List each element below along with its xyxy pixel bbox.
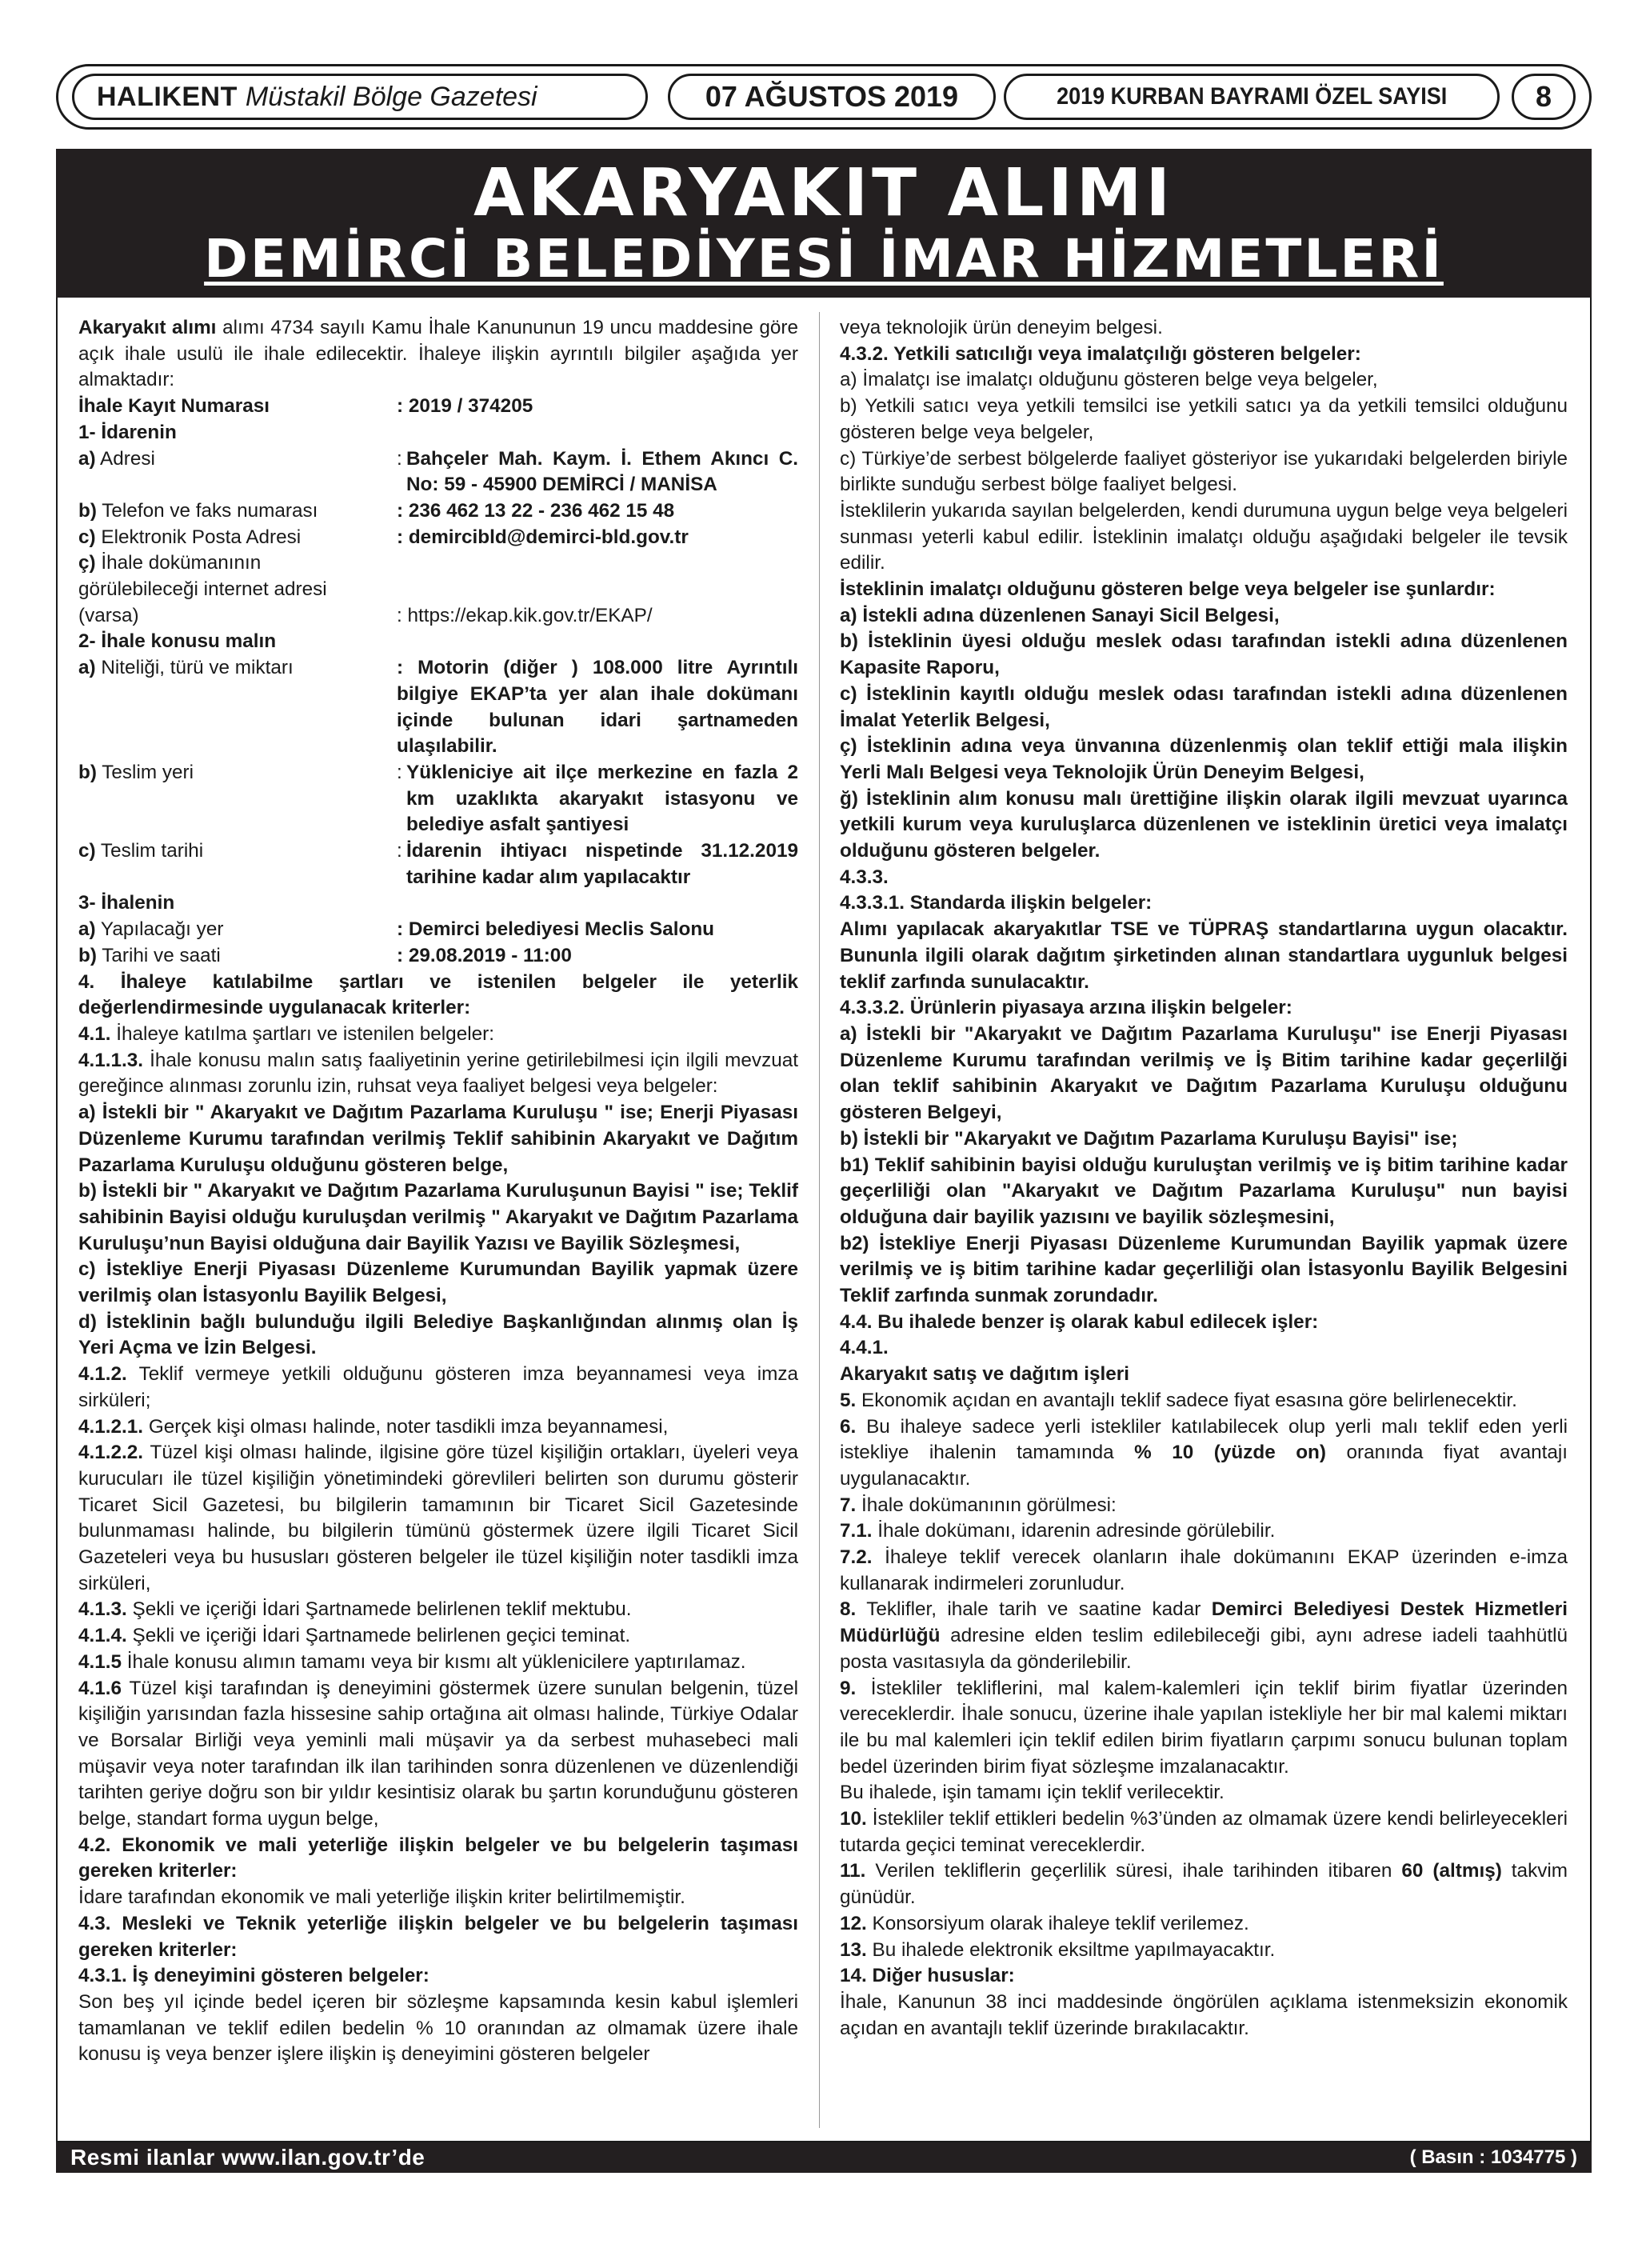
headline-banner [56, 149, 1592, 298]
newspaper-name [72, 74, 648, 120]
paragraph: 7.1. İhale dokümanı, idarenin adresinde görülebilir. [840, 1520, 1276, 1542]
section-heading: 4.3.2. Yetkili satıcılığı veya imalatçılığı gösteren belgeler: [840, 342, 1361, 365]
paragraph: 4.1.2.2. Tüzel kişi olması halinde, ilgisine göre tüzel kişiliğin ortakları, üyeleri veya kurucuları ile tüzel kişiliğin yönetimindeki görevlileri belirten son durumu gösterir Ticaret Sicil Gazetesi, bu bilgilerin tamamının bir Ticaret Sicil Gazetesinde bulunmaması halinde, bu bilgilerin tümünü göstermek üzere ilgili Ticaret Sicil Gazeteleri veya bu hususları gösteren belgeler ile tüzel kişiliğin noter tasdikli imza sirküleri, [78, 1442, 798, 1594]
paragraph: Alımı yapılacak akaryakıtlar TSE ve TÜPRAŞ standartlarına uygun olacaktır. Bununla ilgili olarak dağıtım şirketinden alınan standartlara uygunluk belgesi teklif zarfında sunulacaktır. [840, 918, 1568, 993]
paragraph: ğ) İsteklinin alım konusu malı ürettiğine ilişkin olarak ilgili mevzuat uyarınca yetkili kurum veya kuruluşlarca düzenlenen ve isteklinin üretici veya imalatçı olduğunu gösteren belgeler. [840, 787, 1568, 862]
column-divider [819, 312, 820, 2128]
paragraph: İdare tarafından ekonomik ve mali yeterliğe ilişkin kriter belirtilmemiştir. [78, 1886, 685, 1909]
section-heading: 1- İdarenin [78, 421, 177, 443]
info-row: c) Teslim tarihi : İdarenin ihtiyacı nispetinde 31.12.2019 tarihine kadar alım yapılacaktır [78, 840, 798, 888]
subheadline: DEMİRCİ BELEDİYESİ İMAR HİZMETLERİ [204, 228, 1444, 290]
paragraph: 4.1.2.1. Gerçek kişi olması halinde, noter tasdikli imza beyannamesi, [78, 1415, 669, 1438]
paragraph: 5. Ekonomik açıdan en avantajlı teklif sadece fiyat esasına göre belirlenecektir. [840, 1389, 1517, 1411]
paragraph: b) İstekli bir " Akaryakıt ve Dağıtım Pazarlama Kuruluşunun Bayisi " ise; Teklif sahibinin Bayisi olduğu kuruluşdan verilmiş " Akaryakıt ve Dağıtım Pazarlama Kuruluşu’nun Bayisi olduğuna dair Bayilik Yazısı ve Bayilik Sözleşmesi, [78, 1180, 798, 1254]
info-row: a) Niteliği, türü ve miktarı : Motorin (diğer ) 108.000 litre Ayrıntılı bilgiye EKAP’ta yer alan ihale dokümanı içinde bulunan idari şartnameden ulaşılabilir. [78, 657, 798, 758]
section-heading: 14. Diğer hususlar: [840, 1965, 1015, 1987]
info-row: b) Telefon ve faks numarası : 236 462 13 22 - 236 462 15 48 [78, 499, 675, 522]
paper-title: HALIKENT [97, 81, 238, 112]
section-heading: 4.3.3. [840, 866, 889, 888]
info-row: a) Yapılacağı yer : Demirci belediyesi Meclis Salonu [78, 918, 714, 941]
page-number: 8 [1512, 74, 1576, 120]
paragraph: 12. Konsorsiyum olarak ihaleye teklif verilemez. [840, 1912, 1249, 1934]
section-heading: 4.3. Mesleki ve Teknik yeterliğe ilişkin belgeler ve bu belgelerin taşıması gereken kriterler: [78, 1912, 798, 1961]
paragraph: b2) İstekliye Enerji Piyasası Düzenleme Kurumundan Bayilik yapmak üzere verilmiş ve iş bitim tarihine kadar geçerliliği olan İstasyonlu Bayilik Belgesini Teklif zarfında sunmak zorundadır. [840, 1232, 1568, 1307]
paragraph: 4.1.6 Tüzel kişi tarafından iş deneyimini göstermek üzere sunulan belgenin, tüzel kişiliğin yarısından fazla hissesine sahip ortağına ait olması halinde, Türkiye Odalar ve Borsalar Birliği veya yeminli mali müşavir ya da serbest muhasebeci mali müşavir veya noter tarafından ilk ilan tarihinden sonra düzenlenen ve düzenlendiği tarihten geriye doğru son bir yıldır kesintisiz olarak bu şartın korunduğunu gösteren belge, standart forma uygun belge, [78, 1677, 798, 1830]
paragraph: 9. İstekliler tekliflerini, mal kalem-kalemleri için teklif birim fiyatlar üzerinden vereceklerdir. İhale sonucu, üzerine ihale yapılan istekliyle her bir mal kalemi miktarı ile bu mal kalemleri için teklif edilen birim fiyatların çarpımı sonucu bulunan toplam bedel üzerinden birim fiyat sözleşme imzalanacaktır. [840, 1677, 1568, 1778]
paragraph: İsteklinin imalatçı olduğunu gösteren belge veya belgeler ise şunlardır: [840, 578, 1496, 601]
paragraph: c) Türkiye’de serbest bölgelerde faaliyet gösteriyor ise yukarıdaki belgelerden biriyle birlikte sunduğu serbest bölge faaliyet belgesi. [840, 447, 1568, 496]
footer-ilan-link: Resmi ilanlar www.ilan.gov.tr’de [70, 2145, 425, 2170]
info-row: a) Adresi : Bahçeler Mah. Kaym. İ. Ethem Akıncı C. No: 59 - 45900 DEMİRCİ / MANİSA [78, 447, 798, 496]
paragraph: a) İstekli bir " Akaryakıt ve Dağıtım Pazarlama Kuruluşu " ise; Enerji Piyasası Düzenleme Kurumu tarafından verilmiş Teklif sahibinin Akaryakıt ve Dağıtım Pazarlama Kuruluşu olduğunu gösteren belge, [78, 1102, 798, 1176]
paragraph: b) İsteklinin üyesi olduğu meslek odası tarafından istekli adına düzenlenen Kapasite Raporu, [840, 630, 1568, 679]
info-row: İhale Kayıt Numarası : 2019 / 374205 [78, 395, 533, 418]
section-heading: 2- İhale konusu malın [78, 630, 277, 653]
paragraph: İhale, Kanunun 38 inci maddesinde öngörülen açıklama istenmeksizin ekonomik açıdan en avantajlı teklif üzerinde bırakılacaktır. [840, 1991, 1568, 2039]
section-heading: 3- İhalenin [78, 892, 175, 914]
paragraph: ç) İsteklinin adına veya ünvanına düzenlenmiş olan teklif ettiği mala ilişkin Yerli Malı Belgesi veya Teknolojik Ürün Deneyim Belgesi, [840, 735, 1568, 783]
paragraph: c) İsteklinin kayıtlı olduğu meslek odası tarafından istekli adına düzenlenen İmalat Yeterlik Belgesi, [840, 682, 1568, 731]
special-issue-label: 2019 KURBAN BAYRAMI ÖZEL SAYISI [1004, 74, 1500, 120]
paragraph: b) İstekli bir "Akaryakıt ve Dağıtım Pazarlama Kuruluşu Bayisi" ise; [840, 1127, 1458, 1150]
paragraph: 4.1. İhaleye katılma şartları ve istenilen belgeler: [78, 1022, 494, 1045]
paragraph: 11. Verilen tekliflerin geçerlilik süresi, ihale tarihinden itibaren 60 (altmış) takvim günüdür. [840, 1860, 1568, 1909]
section-heading: 4.4.1. [840, 1337, 889, 1359]
paragraph: 10. İstekliler teklif ettikleri bedelin %3’ünden az olmamak üzere kendi belirleyecekleri tutarda geçici teminat vereceklerdir. [840, 1808, 1568, 1856]
intro-paragraph: Akaryakıt alımı alımı 4734 sayılı Kamu İhale Kanununun 19 uncu maddesine göre açık ihale usulü ile ihale edilecektir. İhaleye ilişkin ayrıntılı bilgiler aşağıda yer almaktadır: [78, 317, 798, 391]
paper-subtitle: Müstakil Bölge Gazetesi [245, 81, 537, 112]
paragraph: a) İmalatçı ise imalatçı olduğunu gösteren belge veya belgeler, [840, 369, 1378, 391]
paragraph: 4.1.5 İhale konusu alımın tamamı veya bir kısmı alt yüklenicilere yaptırılamaz. [78, 1650, 746, 1673]
paragraph: a) İstekli bir "Akaryakıt ve Dağıtım Pazarlama Kuruluşu" ise Enerji Piyasası Düzenleme Kurumu tarafından verilmiş ve İş Bitim tarihine kadar geçerlilği olan teklif sahibinin Akaryakıt ve Dağıtım Pazarlama Kuruluşu olduğunu gösteren Belgeyi, [840, 1022, 1568, 1124]
info-row: c) Elektronik Posta Adresi : demircibld@demirci-bld.gov.tr [78, 526, 689, 548]
press-code: ( Basın : 1034775 ) [1409, 2146, 1577, 2168]
info-row: b) Tarihi ve saati : 29.08.2019 - 11:00 [78, 944, 572, 966]
paragraph: 13. Bu ihalede elektronik eksiltme yapılmayacaktır. [840, 1938, 1276, 1961]
paragraph: b) Yetkili satıcı veya yetkili temsilci ise yetkili satıcı ya da yetkili temsilci olduğunu gösteren belge veya belgeler, [840, 395, 1568, 443]
info-row: b) Teslim yeri : Yükleniciye ait ilçe merkezine en fazla 2 km uzaklıkta akaryakıt istasyonu ve belediye asfalt şantiyesi [78, 761, 798, 836]
paragraph: 4.1.4. Şekli ve içeriği İdari Şartnamede belirlenen geçici teminat. [78, 1625, 631, 1647]
issue-date: 07 AĞUSTOS 2019 [668, 74, 996, 120]
headline: AKARYAKIT ALIMI [473, 155, 1174, 231]
paragraph: 4.1.3. Şekli ve içeriği İdari Şartnamede belirlenen teklif mektubu. [78, 1598, 632, 1621]
paragraph: Bu ihalede, işin tamamı için teklif verilecektir. [840, 1782, 1225, 1804]
paragraph: b1) Teklif sahibinin bayisi olduğu kuruluştan verilmiş ve iş bitim tarihine kadar geçerliliği olan "Akaryakıt ve Dağıtım Pazarlama Kuruluşu" nun bayisi olduğuna dair bayilik yazısını ve bayilik sözleşmesini, [840, 1154, 1568, 1228]
paragraph: veya teknolojik ürün deneyim belgesi. [840, 317, 1163, 338]
paragraph: 7.2. İhaleye teklif verecek olanların ihale dokümanını EKAP üzerinden e-imza kullanarak indirmeleri zorunludur. [840, 1546, 1568, 1594]
paragraph: Son beş yıl içinde bedel içeren bir sözleşme kapsamında kesin kabul işlemleri tamamlanan ve teklif edilen bedelin % 10 oranından az olmamak üzere ihale konusu iş veya benzer işlere ilişkin iş deneyimini gösteren belgeler [78, 1991, 798, 2066]
paragraph: İsteklilerin yukarıda sayılan belgelerden, kendi durumuna uygun belge veya belgeleri sunması yeterli kabul edilir. İsteklinin imalatçı olduğu aşağıdaki belgeler ile tevsik edilir. [840, 499, 1568, 574]
paragraph: 4.1.1.3. İhale konusu malın satış faaliyetinin yerine getirilebilmesi için ilgili mevzuat gereğince alınması zorunlu izin, ruhsat veya faaliyet belgesi veya belgeler: [78, 1049, 798, 1098]
info-row: ç) İhale dokümanının görülebileceği internet adresi (varsa) : https://ekap.kik.gov.tr/EKAP/ [78, 552, 653, 626]
right-column [840, 315, 1568, 2042]
footer-bar [56, 2142, 1592, 2173]
section-heading: 4.4. Bu ihalede benzer iş olarak kabul edilecek işler: [840, 1310, 1319, 1333]
section-heading: Akaryakıt satış ve dağıtım işleri [840, 1363, 1129, 1386]
section-heading: 4.3.1. İş deneyimini gösteren belgeler: [78, 1965, 429, 1987]
paragraph: 6. Bu ihaleye sadece yerli istekliler katılabilecek olup yerli malı teklif eden yerli istekliye ihalenin tamamında % 10 (yüzde on) oranında fiyat avantajı uygulanacaktır. [840, 1415, 1568, 1490]
section-heading: 4.3.3.1. Standarda ilişkin belgeler: [840, 892, 1153, 914]
paragraph: 8. Teklifler, ihale tarih ve saatine kadar Demirci Belediyesi Destek Hizmetleri Müdürlüğü adresine elden teslim edilebileceği gibi, aynı adrese iadeli taahhütlü posta vasıtasıyla da gönderilebilir. [840, 1598, 1568, 1673]
paragraph: 4.1.2. Teklif vermeye yetkili olduğunu gösteren imza beyannamesi veya imza sirküleri; [78, 1363, 798, 1411]
section-heading: 4. İhaleye katılabilme şartları ve istenilen belgeler ile yeterlik değerlendirmesinde uygulanacak kriterler: [78, 970, 798, 1019]
paragraph: 7. İhale dokümanının görülmesi: [840, 1494, 1117, 1516]
paragraph: c) İstekliye Enerji Piyasası Düzenleme Kurumundan Bayilik yapmak üzere verilmiş olan İstasyonlu Bayilik Belgesi, [78, 1258, 798, 1307]
section-heading: 4.3.3.2. Ürünlerin piyasaya arzına ilişkin belgeler: [840, 997, 1292, 1019]
left-column [78, 315, 798, 2068]
paragraph: d) İsteklinin bağlı bulunduğu ilgili Belediye Başkanlığından alınmış olan İş Yeri Açma ve İzin Belgesi. [78, 1310, 798, 1359]
section-heading: 4.2. Ekonomik ve mali yeterliğe ilişkin belgeler ve bu belgelerin taşıması gereken kriterler: [78, 1834, 798, 1882]
paragraph: a) İstekli adına düzenlenen Sanayi Sicil Belgesi, [840, 604, 1280, 626]
